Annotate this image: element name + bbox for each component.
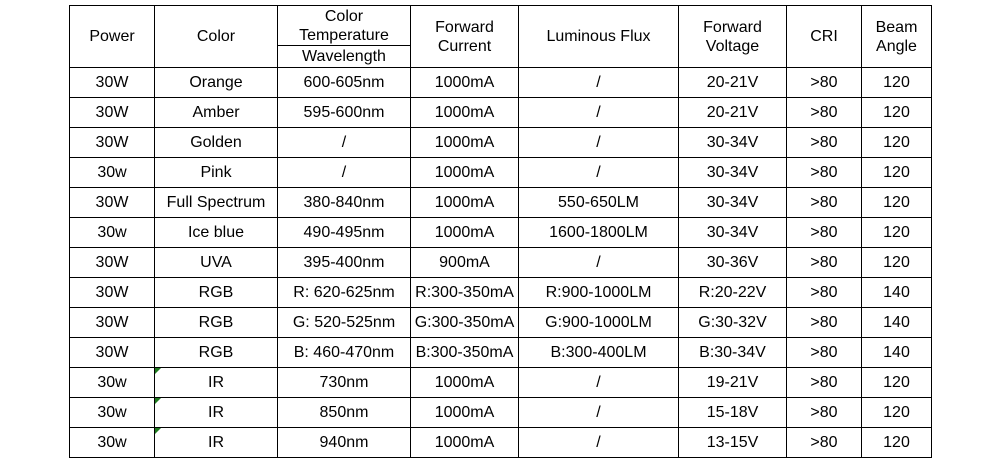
cell-beam-angle: 120: [862, 128, 932, 158]
cell-color: RGB: [155, 308, 278, 338]
table-row: [70, 218, 932, 248]
cell-color: Pink: [155, 158, 278, 188]
cell-cri: >80: [787, 158, 862, 188]
cell-cri: >80: [787, 188, 862, 218]
cell-cri: >80: [787, 218, 862, 248]
cell-text: IR: [208, 434, 224, 451]
cell-cri: >80: [787, 398, 862, 428]
cell-luminous-flux: G:900-1000LM: [519, 308, 679, 338]
cell-wavelength: B: 460-470nm: [278, 338, 411, 368]
table-row: [70, 158, 932, 188]
cell-cri: >80: [787, 68, 862, 98]
cell-corner-marker: [155, 398, 161, 404]
cell-wavelength: /: [278, 128, 411, 158]
cell-cri: >80: [787, 428, 862, 458]
table-row: [70, 428, 932, 458]
cell-forward-voltage: G:30-32V: [679, 308, 787, 338]
cell-wavelength: 490-495nm: [278, 218, 411, 248]
cell-forward-voltage: 19-21V: [679, 368, 787, 398]
cell-luminous-flux: /: [519, 128, 679, 158]
cell-luminous-flux: R:900-1000LM: [519, 278, 679, 308]
cell-luminous-flux: B:300-400LM: [519, 338, 679, 368]
cell-forward-current: 1000mA: [411, 128, 519, 158]
cell-color: [155, 368, 278, 398]
cell-beam-angle: 120: [862, 428, 932, 458]
table-body: [70, 68, 932, 458]
cell-wavelength: R: 620-625nm: [278, 278, 411, 308]
cell-forward-voltage: 13-15V: [679, 428, 787, 458]
table-row: [70, 248, 932, 278]
header-wavelength: Wavelength: [278, 46, 411, 68]
spec-table: [69, 5, 932, 458]
table-row: [70, 128, 932, 158]
cell-wavelength: 600-605nm: [278, 68, 411, 98]
cell-beam-angle: 120: [862, 158, 932, 188]
cell-beam-angle: 140: [862, 308, 932, 338]
header-beam-angle: Beam Angle: [862, 6, 932, 68]
cell-color: UVA: [155, 248, 278, 278]
cell-beam-angle: 120: [862, 188, 932, 218]
cell-power: 30w: [70, 218, 155, 248]
header-forward-current: Forward Current: [411, 6, 519, 68]
cell-forward-current: R:300-350mA: [411, 278, 519, 308]
cell-wavelength: G: 520-525nm: [278, 308, 411, 338]
cell-corner-marker: [155, 368, 161, 374]
cell-color: Orange: [155, 68, 278, 98]
cell-corner-marker: [155, 428, 161, 434]
cell-luminous-flux: /: [519, 158, 679, 188]
cell-power: 30W: [70, 128, 155, 158]
cell-forward-voltage: 15-18V: [679, 398, 787, 428]
cell-forward-voltage: 30-34V: [679, 218, 787, 248]
cell-cri: >80: [787, 368, 862, 398]
header-color: Color: [155, 6, 278, 68]
cell-beam-angle: 120: [862, 248, 932, 278]
cell-luminous-flux: /: [519, 98, 679, 128]
cell-power: 30W: [70, 338, 155, 368]
cell-wavelength: 730nm: [278, 368, 411, 398]
cell-color: [155, 428, 278, 458]
cell-cri: >80: [787, 338, 862, 368]
cell-forward-current: 900mA: [411, 248, 519, 278]
cell-wavelength: 850nm: [278, 398, 411, 428]
cell-forward-current: 1000mA: [411, 218, 519, 248]
cell-power: 30W: [70, 278, 155, 308]
cell-forward-voltage: 20-21V: [679, 68, 787, 98]
cell-power: 30W: [70, 68, 155, 98]
cell-forward-voltage: 30-34V: [679, 188, 787, 218]
cell-power: 30W: [70, 248, 155, 278]
cell-text: IR: [208, 374, 224, 391]
cell-luminous-flux: 550-650LM: [519, 188, 679, 218]
cell-luminous-flux: /: [519, 428, 679, 458]
cell-color: [155, 398, 278, 428]
cell-cri: >80: [787, 248, 862, 278]
header-luminous-flux: Luminous Flux: [519, 6, 679, 68]
cell-color: Golden: [155, 128, 278, 158]
table-row: [70, 368, 932, 398]
cell-power: 30w: [70, 398, 155, 428]
cell-forward-current: 1000mA: [411, 188, 519, 218]
cell-power: 30w: [70, 428, 155, 458]
cell-color: RGB: [155, 278, 278, 308]
cell-beam-angle: 120: [862, 218, 932, 248]
cell-power: 30W: [70, 98, 155, 128]
cell-cri: >80: [787, 278, 862, 308]
cell-wavelength: 380-840nm: [278, 188, 411, 218]
cell-beam-angle: 140: [862, 278, 932, 308]
header-forward-voltage: Forward Voltage: [679, 6, 787, 68]
header-power: Power: [70, 6, 155, 68]
cell-color: RGB: [155, 338, 278, 368]
cell-cri: >80: [787, 98, 862, 128]
cell-luminous-flux: 1600-1800LM: [519, 218, 679, 248]
cell-cri: >80: [787, 308, 862, 338]
cell-forward-current: 1000mA: [411, 98, 519, 128]
table-row: [70, 338, 932, 368]
cell-beam-angle: 120: [862, 98, 932, 128]
cell-forward-current: 1000mA: [411, 368, 519, 398]
cell-forward-voltage: R:20-22V: [679, 278, 787, 308]
table-row: [70, 68, 932, 98]
cell-forward-voltage: 30-34V: [679, 128, 787, 158]
cell-power: 30w: [70, 158, 155, 188]
table-row: [70, 188, 932, 218]
cell-forward-current: 1000mA: [411, 158, 519, 188]
table-row: [70, 278, 932, 308]
cell-forward-current: 1000mA: [411, 428, 519, 458]
cell-cri: >80: [787, 128, 862, 158]
header-color-temperature: Color Temperature: [278, 6, 411, 46]
cell-wavelength: 595-600nm: [278, 98, 411, 128]
cell-color: Ice blue: [155, 218, 278, 248]
header-cri: CRI: [787, 6, 862, 68]
cell-forward-current: G:300-350mA: [411, 308, 519, 338]
cell-luminous-flux: /: [519, 368, 679, 398]
table-row: [70, 308, 932, 338]
cell-forward-voltage: B:30-34V: [679, 338, 787, 368]
cell-beam-angle: 140: [862, 338, 932, 368]
cell-forward-voltage: 30-36V: [679, 248, 787, 278]
cell-forward-current: 1000mA: [411, 398, 519, 428]
cell-wavelength: 940nm: [278, 428, 411, 458]
cell-forward-voltage: 30-34V: [679, 158, 787, 188]
cell-wavelength: 395-400nm: [278, 248, 411, 278]
cell-text: IR: [208, 404, 224, 421]
cell-forward-current: B:300-350mA: [411, 338, 519, 368]
cell-luminous-flux: /: [519, 248, 679, 278]
cell-beam-angle: 120: [862, 368, 932, 398]
cell-beam-angle: 120: [862, 398, 932, 428]
cell-power: 30w: [70, 368, 155, 398]
table-header: [70, 6, 932, 68]
table-row: [70, 98, 932, 128]
cell-forward-current: 1000mA: [411, 68, 519, 98]
cell-wavelength: /: [278, 158, 411, 188]
cell-beam-angle: 120: [862, 68, 932, 98]
cell-forward-voltage: 20-21V: [679, 98, 787, 128]
cell-luminous-flux: /: [519, 398, 679, 428]
table-row: [70, 398, 932, 428]
cell-luminous-flux: /: [519, 68, 679, 98]
cell-power: 30W: [70, 308, 155, 338]
cell-color: Amber: [155, 98, 278, 128]
cell-power: 30W: [70, 188, 155, 218]
cell-color: Full Spectrum: [155, 188, 278, 218]
